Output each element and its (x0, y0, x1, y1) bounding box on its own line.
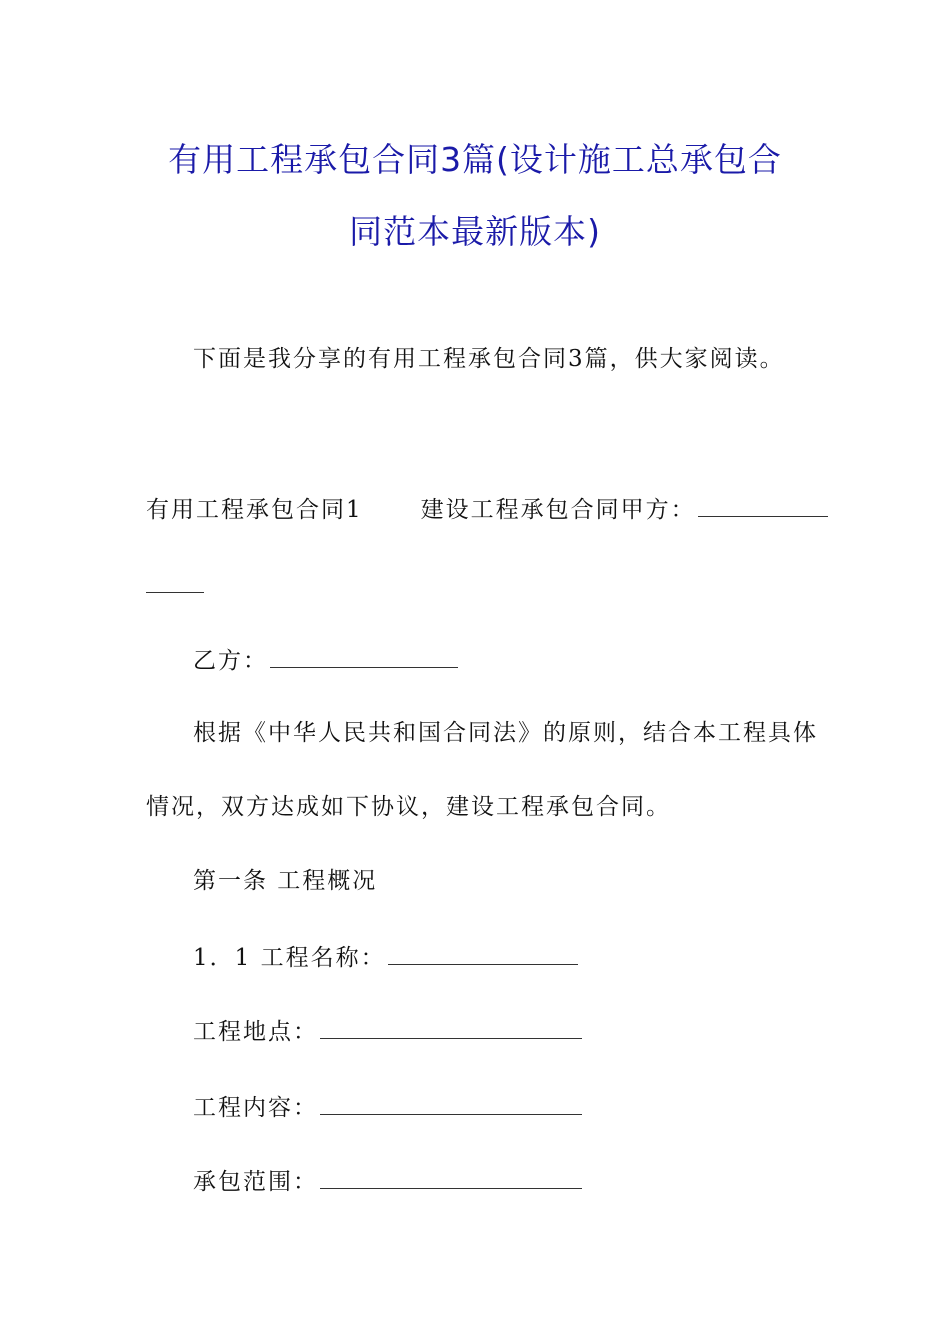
project-content-blank (320, 1092, 582, 1115)
preamble-line-1: 根据《中华人民共和国合同法》的原则，结合本工程具体 (193, 720, 818, 746)
contract-scope-blank (320, 1166, 582, 1189)
contract-heading: 有用工程承包合同1 (146, 497, 363, 523)
contract-scope-label: 承包范围： (193, 1169, 318, 1195)
project-name-label: 1．1 工程名称： (193, 945, 386, 971)
project-content-label: 工程内容： (193, 1095, 318, 1121)
intro-paragraph: 下面是我分享的有用工程承包合同3篇，供大家阅读。 (193, 346, 785, 372)
document-title-line-2: 同范本最新版本) (349, 212, 601, 251)
project-name-line (193, 942, 578, 973)
party-b-line (193, 645, 458, 676)
contract-scope-line (193, 1166, 582, 1197)
contract-header-line (146, 494, 828, 525)
document-title-line-1: 有用工程承包合同3篇(设计施工总承包合 (168, 140, 782, 179)
project-location-blank (320, 1016, 582, 1039)
party-b-blank (270, 645, 458, 668)
project-location-label: 工程地点： (193, 1019, 318, 1045)
project-name-blank (388, 942, 578, 965)
party-a-blank-continuation (146, 592, 204, 593)
party-a-blank (698, 494, 828, 517)
project-location-line (193, 1016, 582, 1047)
party-b-label: 乙方： (193, 648, 268, 674)
preamble-line-2: 情况，双方达成如下协议，建设工程承包合同。 (146, 794, 671, 820)
article-1-title: 第一条 工程概况 (193, 868, 378, 894)
party-a-label: 建设工程承包合同甲方： (420, 497, 696, 523)
project-content-line (193, 1092, 582, 1123)
